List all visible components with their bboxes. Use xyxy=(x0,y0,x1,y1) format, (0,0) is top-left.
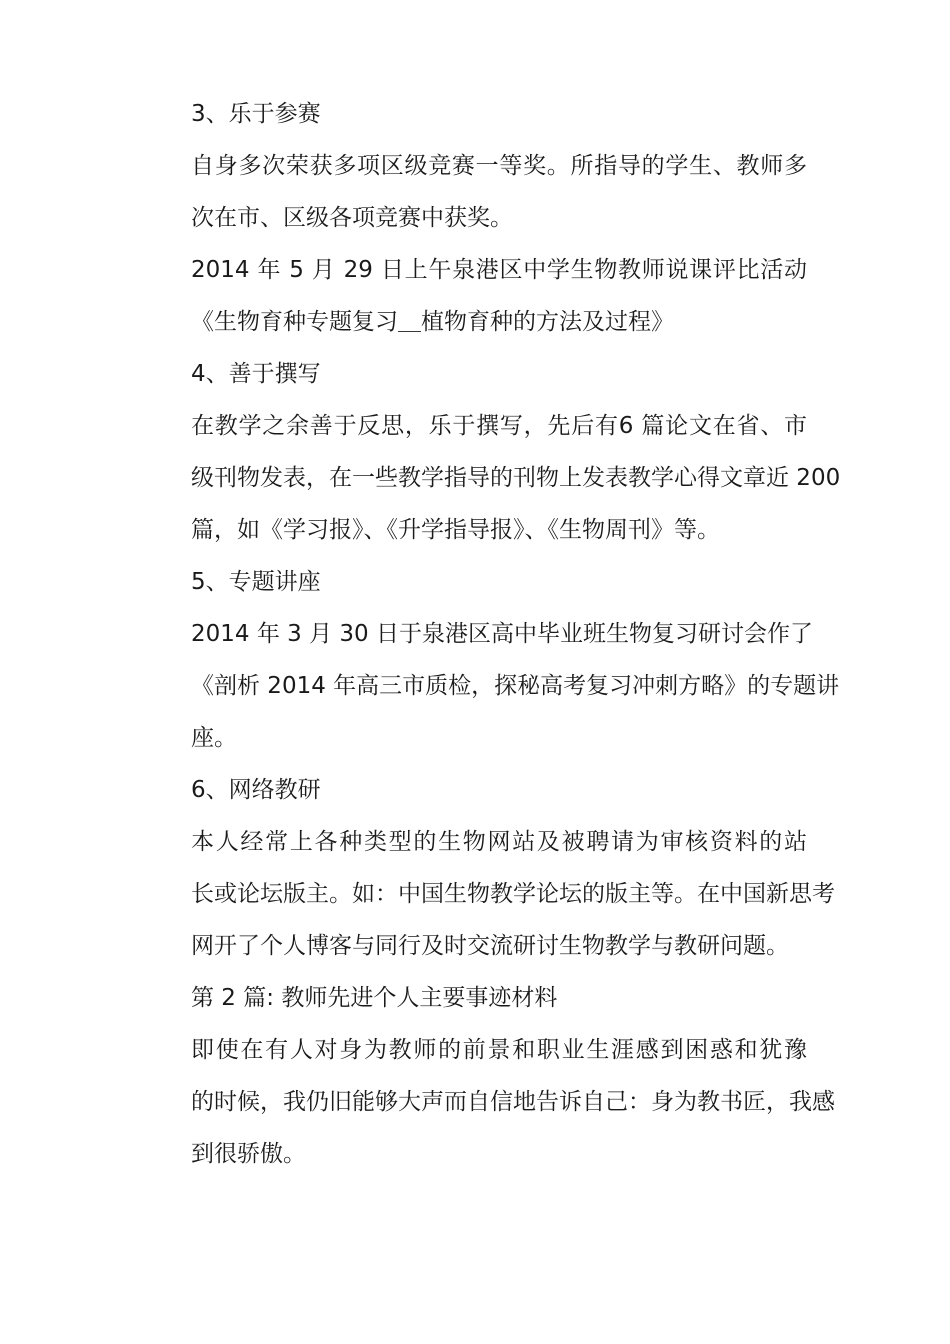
paragraph-line: 本人经常上各种类型的生物网站及被聘请为审核资料的站 xyxy=(191,829,807,855)
paragraph-awards xyxy=(145,140,807,244)
paragraph-writing xyxy=(145,400,841,556)
paragraph-line: 2014 年 3 月 30 日于泉港区高中毕业班生物复习研讨会作了 xyxy=(191,621,813,647)
chapter-heading-2: 第 2 篇: 教师先进个人主要事迹材料 xyxy=(191,985,558,1011)
paragraph-line: 《生物育种专题复习＿植物育种的方法及过程》 xyxy=(191,309,674,335)
paragraph-online-research xyxy=(145,816,835,972)
paragraph-line: 篇，如《学习报》、《升学指导报》、《生物周刊》等。 xyxy=(191,517,720,543)
paragraph-line: 级刊物发表，在一些教学指导的刊物上发表教学心得文章近 200 xyxy=(191,465,841,491)
document-page xyxy=(145,88,841,1180)
paragraph-line: 次在市、区级各项竞赛中获奖。 xyxy=(191,205,513,231)
paragraph-teacher-pride xyxy=(145,1024,835,1180)
paragraph-line: 即使在有人对身为教师的前景和职业生涯感到困惑和犹豫 xyxy=(191,1037,807,1063)
paragraph-line: 自身多次荣获多项区级竞赛一等奖。所指导的学生、教师多 xyxy=(191,153,807,179)
paragraph-lecture-event xyxy=(145,244,807,348)
paragraph-line: 《剖析 2014 年高三市质检，探秘高考复习冲刺方略》的专题讲 xyxy=(191,673,840,699)
section-heading-5: 5、专题讲座 xyxy=(191,569,321,595)
paragraph-line: 长或论坛版主。如：中国生物教学论坛的版主等。在中国新思考 xyxy=(191,881,835,907)
paragraph-special-lecture xyxy=(145,608,840,764)
paragraph-line: 到很骄傲。 xyxy=(191,1141,306,1167)
section-heading-4: 4、善于撰写 xyxy=(191,361,321,387)
section-heading-3: 3、乐于参赛 xyxy=(191,101,321,127)
section-heading-6: 6、网络教研 xyxy=(191,777,321,803)
paragraph-line: 2014 年 5 月 29 日上午泉港区中学生物教师说课评比活动 xyxy=(191,257,807,283)
paragraph-line: 座。 xyxy=(191,725,237,751)
paragraph-line: 的时候，我仍旧能够大声而自信地告诉自己：身为教书匠，我感 xyxy=(191,1089,835,1115)
paragraph-line: 在教学之余善于反思，乐于撰写，先后有6 篇论文在省、市 xyxy=(191,413,807,439)
paragraph-line: 网开了个人博客与同行及时交流研讨生物教学与教研问题。 xyxy=(191,933,789,959)
